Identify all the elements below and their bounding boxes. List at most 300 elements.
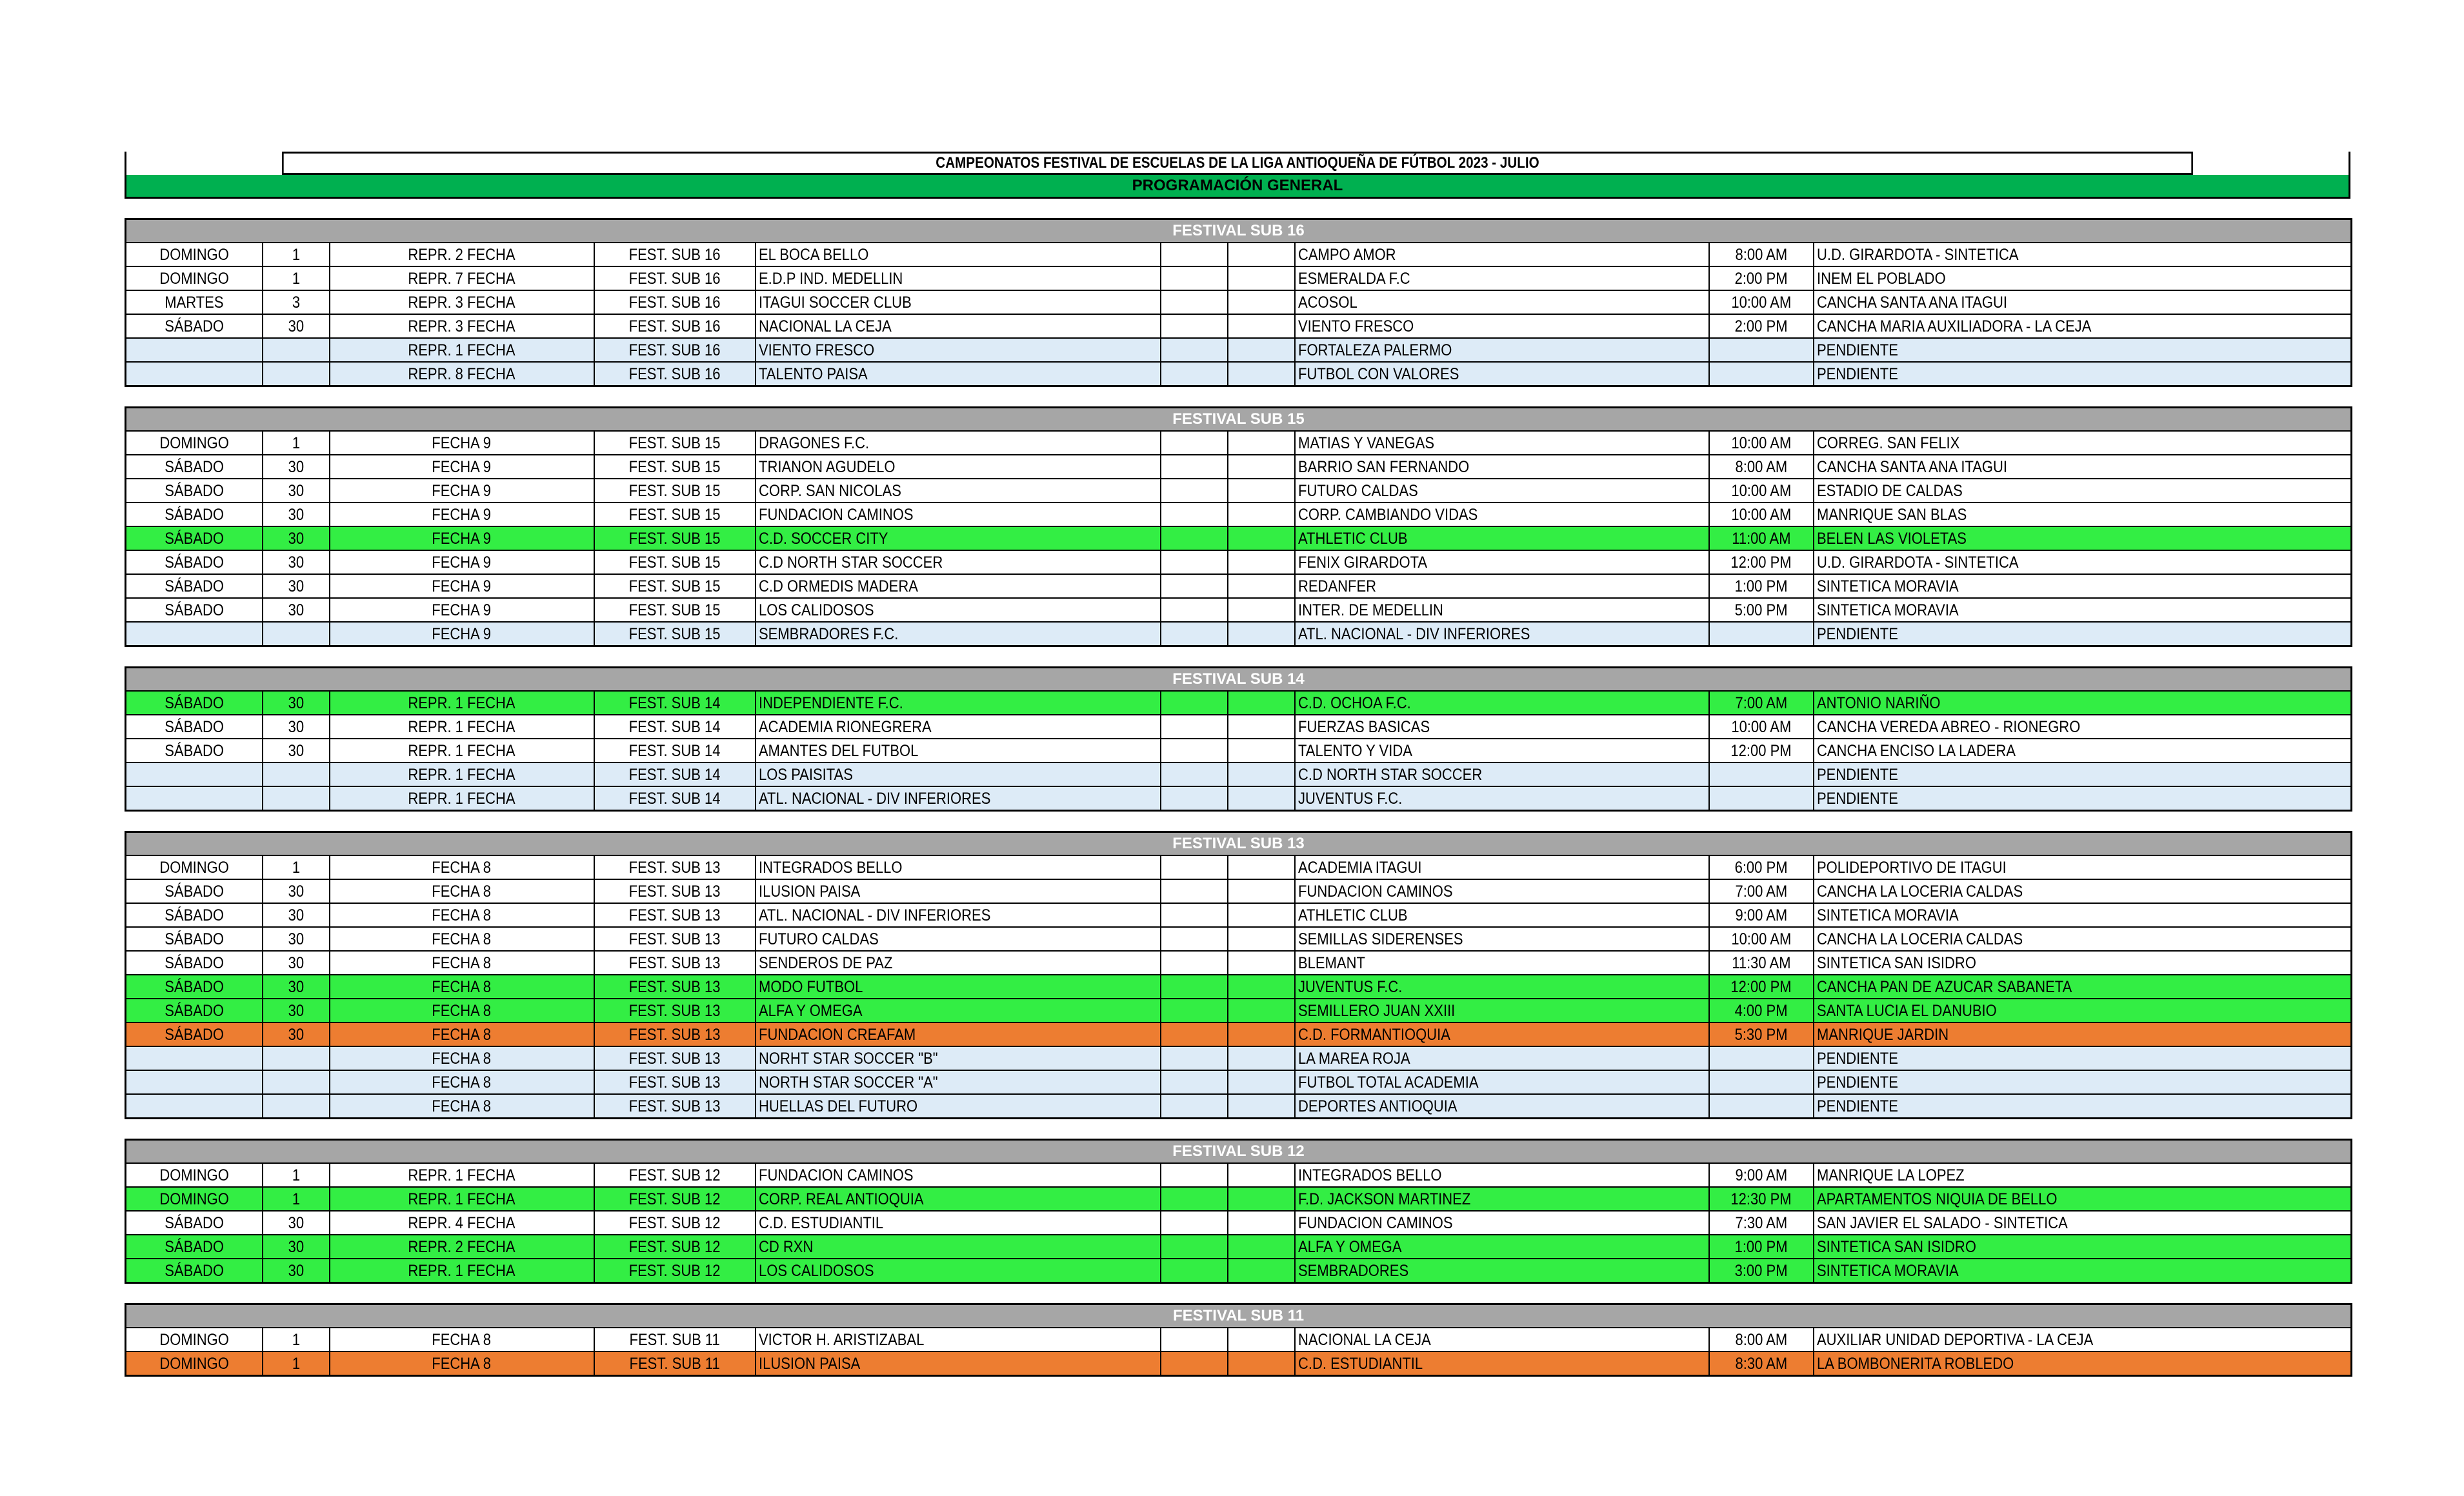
cell-day	[126, 879, 263, 903]
cell-day	[126, 1328, 263, 1351]
cell-text: SENDEROS DE PAZ	[758, 953, 892, 972]
cell-venue	[1814, 338, 2352, 362]
cell-text: 1	[292, 245, 300, 264]
cell-venue	[1814, 266, 2352, 290]
cell-blank1	[1161, 1046, 1228, 1070]
cell-text: 1	[292, 434, 300, 452]
cell-date	[263, 903, 330, 927]
table-row	[126, 1163, 2352, 1187]
cell-away	[1295, 1328, 1709, 1351]
cell-time	[1709, 903, 1814, 927]
schedule-table	[125, 1303, 2352, 1377]
section-festival-sub-13	[125, 831, 2350, 1119]
cell-round	[330, 550, 594, 574]
cell-text: ATHLETIC CLUB	[1297, 906, 1408, 924]
cell-day	[126, 1211, 263, 1235]
cell-text: PENDIENTE	[1816, 341, 1898, 359]
cell-blank2	[1228, 1163, 1295, 1187]
cell-text: TALENTO Y VIDA	[1297, 741, 1412, 760]
cell-home	[756, 526, 1161, 550]
cell-blank2	[1228, 951, 1295, 975]
cell-text: 30	[288, 529, 304, 548]
cell-day	[126, 1022, 263, 1046]
cell-home	[756, 266, 1161, 290]
cell-text: FECHA 9	[432, 505, 492, 524]
cell-text: NACIONAL LA CEJA	[758, 317, 892, 335]
cell-text: SEMBRADORES F.C.	[758, 624, 898, 643]
cell-text: CANCHA LA LOCERIA CALDAS	[1816, 882, 2023, 901]
cell-blank1	[1161, 1187, 1228, 1211]
cell-round	[330, 879, 594, 903]
cell-round	[330, 526, 594, 550]
cell-text: FUNDACION CAMINOS	[1297, 1213, 1453, 1232]
cell-venue	[1814, 1259, 2352, 1283]
cell-text: FEST. SUB 13	[628, 1001, 721, 1020]
cell-blank1	[1161, 927, 1228, 951]
cell-blank1	[1161, 479, 1228, 503]
cell-away	[1295, 550, 1709, 574]
cell-category	[594, 1046, 756, 1070]
cell-home	[756, 1163, 1161, 1187]
cell-round	[330, 691, 594, 715]
cell-away	[1295, 855, 1709, 879]
cell-venue	[1814, 574, 2352, 598]
cell-text: FEST. SUB 12	[628, 1213, 721, 1232]
cell-venue	[1814, 975, 2352, 999]
cell-time	[1709, 1070, 1814, 1094]
cell-text: INEM EL POBLADO	[1816, 269, 1946, 288]
cell-text: 10:00 AM	[1731, 717, 1791, 736]
cell-text: NACIONAL LA CEJA	[1297, 1330, 1431, 1349]
cell-category	[594, 550, 756, 574]
cell-day	[126, 927, 263, 951]
cell-text: REPR. 1 FECHA	[408, 741, 516, 760]
cell-category	[594, 1163, 756, 1187]
cell-category	[594, 526, 756, 550]
cell-blank2	[1228, 431, 1295, 455]
cell-text: DOMINGO	[159, 269, 229, 288]
cell-text: C.D. ESTUDIANTIL	[758, 1213, 883, 1232]
cell-time	[1709, 763, 1814, 786]
cell-text: FENIX GIRARDOTA	[1297, 553, 1427, 572]
cell-away	[1295, 1070, 1709, 1094]
table-row	[126, 903, 2352, 927]
cell-home	[756, 855, 1161, 879]
cell-text: C.D NORTH STAR SOCCER	[1297, 765, 1482, 784]
cell-blank1	[1161, 362, 1228, 386]
cell-text: C.D NORTH STAR SOCCER	[758, 553, 943, 572]
cell-blank2	[1228, 1351, 1295, 1376]
cell-text: 9:00 AM	[1735, 1166, 1787, 1184]
cell-category	[594, 455, 756, 479]
cell-text: PENDIENTE	[1816, 364, 1898, 383]
cell-text: FEST. SUB 15	[628, 505, 721, 524]
cell-day	[126, 903, 263, 927]
cell-away	[1295, 1211, 1709, 1235]
table-row	[126, 503, 2352, 526]
cell-venue	[1814, 951, 2352, 975]
cell-round	[330, 855, 594, 879]
cell-home	[756, 975, 1161, 999]
section-header-row	[126, 668, 2352, 692]
cell-text: 1	[292, 1166, 300, 1184]
cell-away	[1295, 574, 1709, 598]
cell-text: 30	[288, 930, 304, 948]
cell-blank2	[1228, 622, 1295, 646]
cell-date	[263, 715, 330, 739]
cell-day	[126, 951, 263, 975]
cell-date	[263, 975, 330, 999]
cell-venue	[1814, 243, 2352, 266]
cell-date	[263, 1259, 330, 1283]
cell-blank2	[1228, 526, 1295, 550]
cell-blank2	[1228, 903, 1295, 927]
cell-home	[756, 1046, 1161, 1070]
title-block	[125, 152, 2350, 175]
cell-text: 30	[288, 1213, 304, 1232]
cell-text: JUVENTUS F.C.	[1297, 977, 1402, 996]
cell-blank1	[1161, 1259, 1228, 1283]
cell-venue	[1814, 715, 2352, 739]
cell-day	[126, 598, 263, 622]
cell-text: REPR. 1 FECHA	[408, 341, 516, 359]
spreadsheet	[125, 152, 2350, 1377]
cell-text: 5:30 PM	[1734, 1025, 1788, 1044]
cell-text: SÁBADO	[164, 1213, 224, 1232]
cell-day	[126, 715, 263, 739]
cell-round	[330, 431, 594, 455]
cell-text: FEST. SUB 11	[629, 1330, 720, 1349]
cell-text: MARTES	[165, 293, 224, 312]
cell-time	[1709, 715, 1814, 739]
cell-text: FEST. SUB 14	[628, 693, 721, 712]
schedule-table	[125, 666, 2352, 812]
cell-text: ACOSOL	[1297, 293, 1357, 312]
cell-blank2	[1228, 362, 1295, 386]
cell-blank2	[1228, 243, 1295, 266]
cell-category	[594, 338, 756, 362]
cell-text: 1:00 PM	[1734, 1237, 1788, 1256]
cell-blank1	[1161, 314, 1228, 338]
cell-text: SEMILLERO JUAN XXIII	[1297, 1001, 1455, 1020]
cell-blank2	[1228, 975, 1295, 999]
cell-text: 10:00 AM	[1731, 481, 1791, 500]
cell-text: 30	[288, 717, 304, 736]
cell-category	[594, 1094, 756, 1119]
cell-text: SÁBADO	[164, 317, 224, 335]
cell-text: FECHA 9	[432, 577, 492, 595]
cell-away	[1295, 1094, 1709, 1119]
cell-blank1	[1161, 903, 1228, 927]
cell-home	[756, 455, 1161, 479]
cell-text: 30	[288, 906, 304, 924]
cell-text: FECHA 9	[432, 601, 492, 619]
cell-date	[263, 622, 330, 646]
cell-away	[1295, 338, 1709, 362]
cell-category	[594, 999, 756, 1022]
cell-text: FUNDACION CREAFAM	[758, 1025, 916, 1044]
cell-blank2	[1228, 290, 1295, 314]
cell-category	[594, 290, 756, 314]
cell-venue	[1814, 622, 2352, 646]
table-row	[126, 550, 2352, 574]
cell-category	[594, 598, 756, 622]
cell-category	[594, 855, 756, 879]
cell-text: 2:00 PM	[1734, 317, 1788, 335]
cell-away	[1295, 362, 1709, 386]
cell-time	[1709, 855, 1814, 879]
cell-day	[126, 314, 263, 338]
cell-date	[263, 314, 330, 338]
cell-text: SÁBADO	[164, 601, 224, 619]
cell-text: LA MAREA ROJA	[1297, 1049, 1410, 1068]
cell-text: 10:00 AM	[1731, 293, 1791, 312]
cell-text: SÁBADO	[164, 529, 224, 548]
cell-home	[756, 503, 1161, 526]
table-row	[126, 622, 2352, 646]
cell-home	[756, 362, 1161, 386]
cell-blank2	[1228, 763, 1295, 786]
document-title: CAMPEONATOS FESTIVAL DE ESCUELAS DE LA LIGA ANTIOQUEÑA DE FÚTBOL 2023 - JULIO	[282, 152, 2193, 175]
cell-time	[1709, 975, 1814, 999]
cell-day	[126, 975, 263, 999]
cell-time	[1709, 526, 1814, 550]
cell-text: FECHA 8	[432, 1025, 492, 1044]
cell-text: CANCHA LA LOCERIA CALDAS	[1816, 930, 2023, 948]
cell-away	[1295, 786, 1709, 811]
cell-away	[1295, 1022, 1709, 1046]
section-title: FESTIVAL SUB 12	[126, 1140, 2352, 1164]
cell-text: SÁBADO	[164, 693, 224, 712]
cell-venue	[1814, 927, 2352, 951]
table-row	[126, 1187, 2352, 1211]
cell-category	[594, 1187, 756, 1211]
cell-blank1	[1161, 1163, 1228, 1187]
cell-category	[594, 927, 756, 951]
cell-round	[330, 999, 594, 1022]
cell-text: SÁBADO	[164, 930, 224, 948]
sections-container	[125, 218, 2350, 1377]
cell-text: F.D. JACKSON MARTINEZ	[1297, 1190, 1470, 1208]
cell-away	[1295, 1163, 1709, 1187]
cell-text: REPR. 1 FECHA	[408, 1190, 516, 1208]
cell-text: 30	[288, 481, 304, 500]
cell-away	[1295, 314, 1709, 338]
cell-text: 30	[288, 953, 304, 972]
cell-time	[1709, 598, 1814, 622]
cell-away	[1295, 622, 1709, 646]
cell-text: FEST. SUB 14	[628, 765, 721, 784]
cell-text: 30	[288, 1001, 304, 1020]
cell-time	[1709, 1351, 1814, 1376]
cell-text: SINTETICA MORAVIA	[1816, 1261, 1959, 1280]
cell-text: CANCHA SANTA ANA ITAGUI	[1816, 293, 2007, 312]
cell-text: FEST. SUB 15	[628, 457, 721, 476]
cell-text: 8:30 AM	[1735, 1354, 1787, 1373]
cell-text: FEST. SUB 11	[629, 1354, 720, 1373]
cell-day	[126, 362, 263, 386]
cell-text: LOS CALIDOSOS	[758, 601, 874, 619]
cell-text: VICTOR H. ARISTIZABAL	[758, 1330, 924, 1349]
cell-date	[263, 243, 330, 266]
cell-date	[263, 786, 330, 811]
cell-text: 1	[292, 858, 300, 877]
cell-text: REPR. 3 FECHA	[408, 293, 516, 312]
cell-text: DEPORTES ANTIOQUIA	[1297, 1097, 1457, 1115]
cell-blank2	[1228, 1211, 1295, 1235]
cell-home	[756, 290, 1161, 314]
cell-venue	[1814, 314, 2352, 338]
cell-round	[330, 1328, 594, 1351]
cell-round	[330, 266, 594, 290]
cell-time	[1709, 266, 1814, 290]
cell-text: VIENTO FRESCO	[1297, 317, 1414, 335]
cell-blank2	[1228, 598, 1295, 622]
cell-venue	[1814, 362, 2352, 386]
cell-text: 30	[288, 577, 304, 595]
cell-round	[330, 290, 594, 314]
cell-blank2	[1228, 786, 1295, 811]
cell-text: FEST. SUB 16	[628, 293, 721, 312]
cell-away	[1295, 526, 1709, 550]
cell-text: REPR. 1 FECHA	[408, 789, 516, 808]
cell-text: U.D. GIRARDOTA - SINTETICA	[1816, 245, 2019, 264]
table-row	[126, 1351, 2352, 1376]
cell-round	[330, 338, 594, 362]
cell-text: FEST. SUB 15	[628, 577, 721, 595]
cell-text: ACADEMIA ITAGUI	[1297, 858, 1422, 877]
cell-text: ANTONIO NARIÑO	[1816, 693, 1941, 712]
table-row	[126, 999, 2352, 1022]
cell-text: INDEPENDIENTE F.C.	[758, 693, 903, 712]
table-row	[126, 455, 2352, 479]
cell-text: 7:00 AM	[1735, 882, 1787, 901]
cell-time	[1709, 999, 1814, 1022]
table-row	[126, 526, 2352, 550]
cell-date	[263, 266, 330, 290]
cell-time	[1709, 622, 1814, 646]
cell-time	[1709, 1046, 1814, 1070]
cell-round	[330, 479, 594, 503]
cell-time	[1709, 1259, 1814, 1283]
cell-text: 9:00 AM	[1735, 906, 1787, 924]
cell-category	[594, 431, 756, 455]
table-row	[126, 266, 2352, 290]
cell-venue	[1814, 1022, 2352, 1046]
cell-text: DOMINGO	[159, 1330, 229, 1349]
cell-text: C.D. FORMANTIOQUIA	[1297, 1025, 1450, 1044]
cell-time	[1709, 455, 1814, 479]
cell-text: PENDIENTE	[1816, 624, 1898, 643]
cell-venue	[1814, 855, 2352, 879]
cell-home	[756, 927, 1161, 951]
cell-date	[263, 503, 330, 526]
cell-date	[263, 598, 330, 622]
cell-round	[330, 1187, 594, 1211]
cell-category	[594, 622, 756, 646]
cell-text: CANCHA VEREDA ABREO - RIONEGRO	[1816, 717, 2080, 736]
cell-home	[756, 951, 1161, 975]
cell-day	[126, 479, 263, 503]
schedule-table	[125, 218, 2352, 387]
cell-away	[1295, 1235, 1709, 1259]
cell-text: DOMINGO	[159, 1354, 229, 1373]
cell-round	[330, 739, 594, 763]
cell-time	[1709, 314, 1814, 338]
cell-text: FECHA 9	[432, 434, 492, 452]
cell-blank1	[1161, 431, 1228, 455]
cell-text: NORTH STAR SOCCER "A"	[758, 1073, 938, 1092]
cell-text: FEST. SUB 16	[628, 364, 721, 383]
cell-time	[1709, 739, 1814, 763]
cell-date	[263, 362, 330, 386]
cell-blank1	[1161, 243, 1228, 266]
cell-text: FEST. SUB 14	[628, 789, 721, 808]
cell-text: 7:30 AM	[1735, 1213, 1787, 1232]
cell-venue	[1814, 455, 2352, 479]
cell-day	[126, 1070, 263, 1094]
cell-date	[263, 927, 330, 951]
cell-category	[594, 1259, 756, 1283]
cell-round	[330, 455, 594, 479]
cell-away	[1295, 455, 1709, 479]
cell-category	[594, 314, 756, 338]
cell-time	[1709, 503, 1814, 526]
cell-blank2	[1228, 1094, 1295, 1119]
section-header-row	[126, 1304, 2352, 1328]
cell-blank1	[1161, 999, 1228, 1022]
cell-home	[756, 431, 1161, 455]
cell-text: BLEMANT	[1297, 953, 1365, 972]
cell-time	[1709, 1328, 1814, 1351]
cell-home	[756, 879, 1161, 903]
cell-time	[1709, 1187, 1814, 1211]
cell-category	[594, 503, 756, 526]
cell-venue	[1814, 763, 2352, 786]
cell-text: CAMPO AMOR	[1297, 245, 1396, 264]
cell-time	[1709, 927, 1814, 951]
cell-text: FECHA 9	[432, 553, 492, 572]
cell-category	[594, 715, 756, 739]
cell-date	[263, 550, 330, 574]
cell-category	[594, 479, 756, 503]
cell-day	[126, 550, 263, 574]
cell-text: 30	[288, 457, 304, 476]
cell-category	[594, 1351, 756, 1376]
cell-text: 10:00 AM	[1731, 505, 1791, 524]
cell-day	[126, 855, 263, 879]
cell-text: FEST. SUB 16	[628, 269, 721, 288]
cell-text: FEST. SUB 15	[628, 601, 721, 619]
cell-home	[756, 550, 1161, 574]
cell-blank1	[1161, 691, 1228, 715]
cell-blank1	[1161, 550, 1228, 574]
cell-day	[126, 763, 263, 786]
cell-text: FEST. SUB 16	[628, 245, 721, 264]
table-row	[126, 290, 2352, 314]
cell-text: DOMINGO	[159, 1190, 229, 1208]
cell-text: DRAGONES F.C.	[758, 434, 869, 452]
cell-text: SÁBADO	[164, 977, 224, 996]
cell-round	[330, 951, 594, 975]
cell-text: INTER. DE MEDELLIN	[1297, 601, 1443, 619]
cell-day	[126, 1163, 263, 1187]
cell-text: REPR. 7 FECHA	[408, 269, 516, 288]
cell-blank1	[1161, 1070, 1228, 1094]
cell-text: SANTA LUCIA EL DANUBIO	[1816, 1001, 1997, 1020]
cell-text: 12:00 PM	[1730, 741, 1792, 760]
cell-text: 30	[288, 741, 304, 760]
